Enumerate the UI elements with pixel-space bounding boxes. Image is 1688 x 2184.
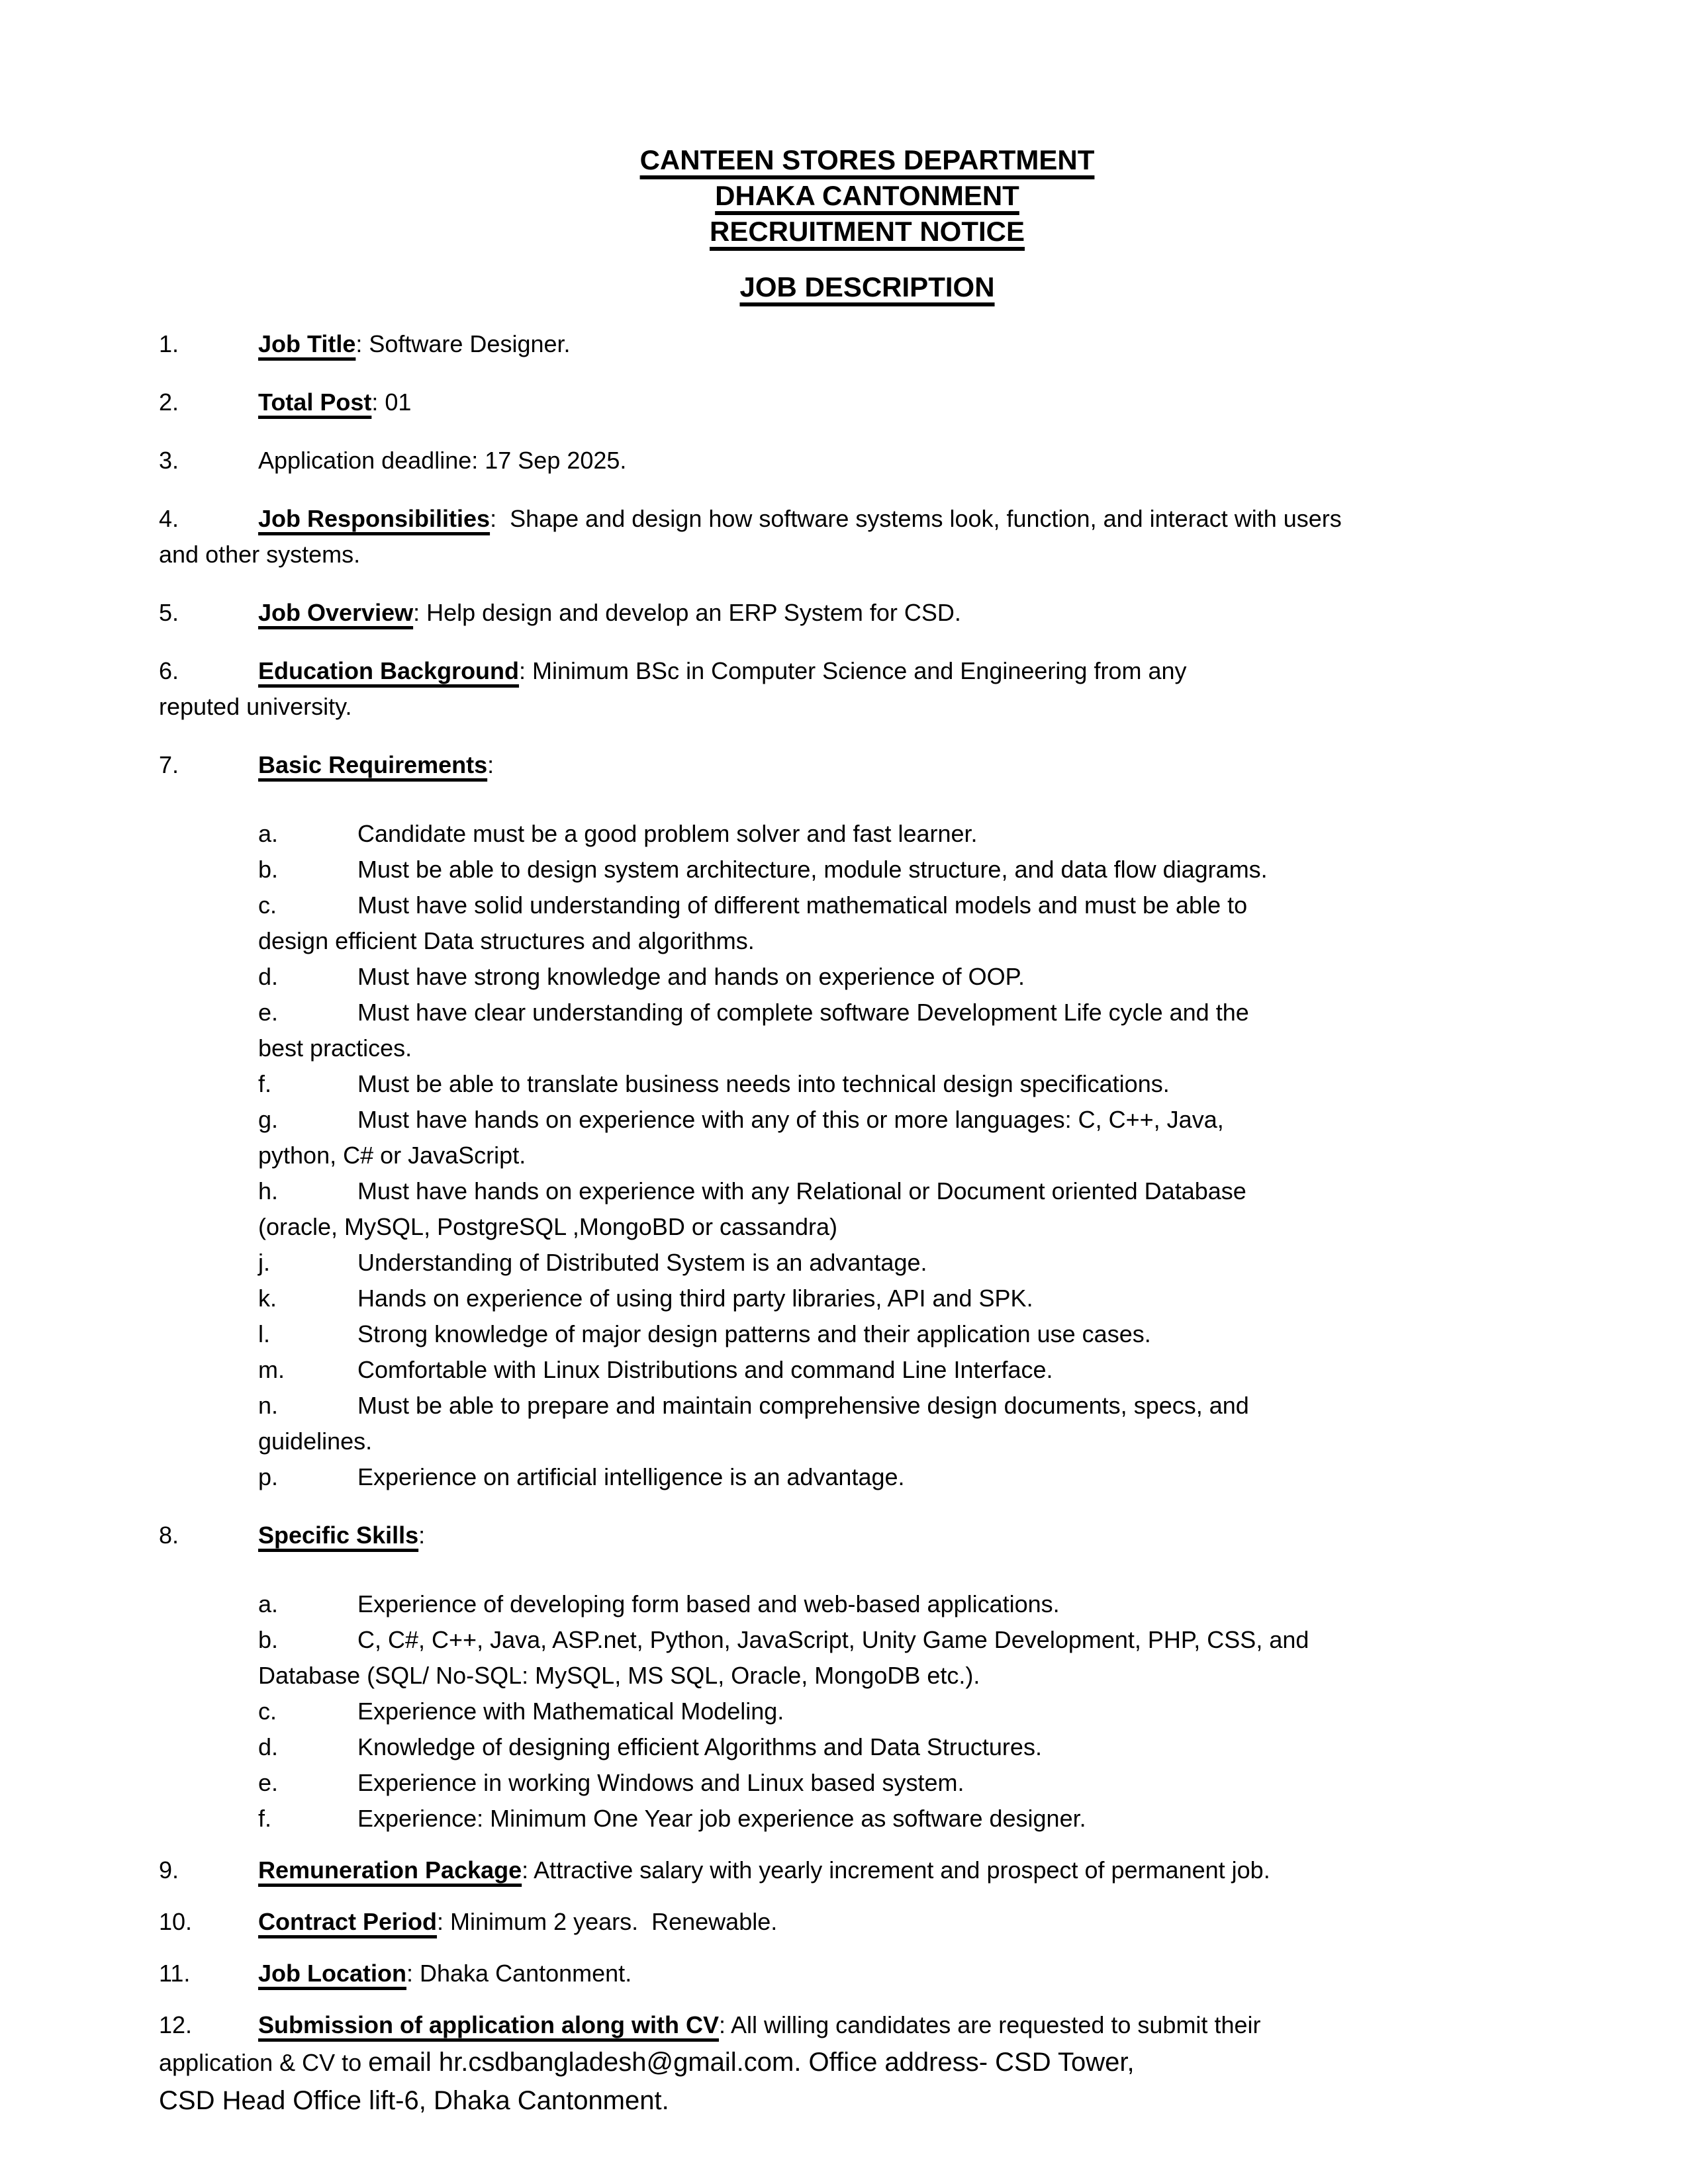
item-11-rest: : Dhaka Cantonment. bbox=[406, 1960, 632, 1987]
doc-title-line-1 bbox=[159, 142, 1575, 178]
item-7-sub-f-text: Must be able to translate business needs into technical design specifications. bbox=[357, 1070, 1170, 1097]
item-8-sub-f-letter: f. bbox=[258, 1805, 272, 1832]
item-7-label: Basic Requirements bbox=[258, 751, 488, 778]
item-7-sub-g-text: Must have hands on experience with any of this or more languages: C, C++, Java, bbox=[357, 1106, 1224, 1133]
item-4-label: Job Responsibilities bbox=[258, 505, 491, 532]
item-8-sub-c-letter: c. bbox=[258, 1698, 277, 1725]
item-8-sub-a-letter: a. bbox=[258, 1590, 279, 1617]
item-7-sub-g-letter: g. bbox=[258, 1106, 279, 1133]
doc-title-line-2-text: DHAKA CANTONMENT bbox=[715, 180, 1019, 211]
item-7-sub-g bbox=[159, 1102, 1575, 1138]
item-12 bbox=[159, 2007, 1575, 2043]
item-8-text bbox=[258, 1518, 1575, 1553]
item-12-label: Submission of application along with CV bbox=[258, 2011, 720, 2038]
item-6 bbox=[159, 653, 1575, 689]
doc-title-line-3-text: RECRUITMENT NOTICE bbox=[710, 216, 1025, 247]
item-7-sub-n-letter: n. bbox=[258, 1392, 279, 1419]
item-7-sub-h-letter: h. bbox=[258, 1177, 279, 1205]
item-5 bbox=[159, 595, 1575, 631]
item-10-rest: : Minimum 2 years. Renewable. bbox=[437, 1908, 778, 1935]
item-7-sub-a bbox=[159, 816, 1575, 852]
doc-subtitle bbox=[159, 269, 1575, 305]
item-9-label: Remuneration Package bbox=[258, 1856, 522, 1884]
item-7-sub-k-letter: k. bbox=[258, 1285, 277, 1312]
item-7 bbox=[159, 747, 1575, 783]
item-7-sub-k bbox=[159, 1281, 1575, 1316]
item-7-sub-a-letter: a. bbox=[258, 820, 279, 847]
item-8-sub-f-text: Experience: Minimum One Year job experience as software designer. bbox=[357, 1805, 1086, 1832]
item-8-sub-f bbox=[159, 1801, 1575, 1837]
item-4-number: 4. bbox=[159, 505, 179, 532]
item-10-label: Contract Period bbox=[258, 1908, 438, 1935]
item-11-text bbox=[258, 1956, 1575, 1991]
item-5-number: 5. bbox=[159, 599, 179, 626]
item-6-rest: : Minimum BSc in Computer Science and Engineering from any bbox=[519, 657, 1187, 684]
item-7-sub-e-wrap: best practices. bbox=[258, 1034, 412, 1062]
item-1-text bbox=[258, 326, 1575, 362]
item-7-sub-l bbox=[159, 1316, 1575, 1352]
item-6-label: Education Background bbox=[258, 657, 520, 684]
item-9 bbox=[159, 1852, 1575, 1888]
item-9-number: 9. bbox=[159, 1856, 179, 1884]
item-7-sub-j-letter: j. bbox=[258, 1249, 270, 1276]
item-7-sub-e-text: Must have clear understanding of complete software Development Life cycle and the bbox=[357, 999, 1249, 1026]
item-6-number: 6. bbox=[159, 657, 179, 684]
item-7-sub-p-letter: p. bbox=[258, 1463, 279, 1490]
item-1-rest: : Software Designer. bbox=[355, 330, 571, 357]
item-12-continuation-2: CSD Head Office lift-6, Dhaka Cantonment. bbox=[159, 2086, 669, 2115]
item-4-text bbox=[258, 501, 1575, 537]
item-7-sub-c-text: Must have solid understanding of different mathematical models and must be able to bbox=[357, 891, 1248, 919]
item-8-rest: : bbox=[418, 1522, 426, 1549]
item-11-label: Job Location bbox=[258, 1960, 406, 1987]
item-7-sub-m-text: Comfortable with Linux Distributions and command Line Interface. bbox=[357, 1356, 1053, 1383]
doc-subtitle-text: JOB DESCRIPTION bbox=[739, 271, 995, 302]
item-7-sub-b-text: Must be able to design system architecture, module structure, and data flow diagrams. bbox=[357, 856, 1268, 883]
item-8-sub-b bbox=[159, 1622, 1575, 1658]
item-7-sub-h-wrap: (oracle, MySQL, PostgreSQL ,MongoBD or cassandra) bbox=[258, 1213, 838, 1240]
item-7-sub-n-wrap: guidelines. bbox=[258, 1428, 373, 1455]
item-10-text bbox=[258, 1904, 1575, 1940]
item-10-number: 10. bbox=[159, 1908, 193, 1935]
item-7-sub-f bbox=[159, 1066, 1575, 1102]
item-8-sub-e-letter: e. bbox=[258, 1769, 279, 1796]
item-8-sub-b-letter: b. bbox=[258, 1626, 279, 1653]
item-8-sub-b-text: C, C#, C++, Java, ASP.net, Python, JavaScript, Unity Game Development, PHP, CSS, and bbox=[357, 1626, 1309, 1653]
item-7-sub-e-letter: e. bbox=[258, 999, 279, 1026]
item-8-sub-b-wrap: Database (SQL/ No-SQL: MySQL, MS SQL, Oracle, MongoDB etc.). bbox=[258, 1662, 980, 1689]
item-7-sub-d-letter: d. bbox=[258, 963, 279, 990]
item-2-label: Total Post bbox=[258, 388, 372, 416]
doc-title-line-1-text: CANTEEN STORES DEPARTMENT bbox=[639, 144, 1095, 175]
item-5-rest: : Help design and develop an ERP System for CSD. bbox=[413, 599, 961, 626]
item-7-sub-p bbox=[159, 1459, 1575, 1495]
item-7-sub-m bbox=[159, 1352, 1575, 1388]
item-2 bbox=[159, 385, 1575, 420]
item-7-sub-j bbox=[159, 1245, 1575, 1281]
item-8-sub-c bbox=[159, 1694, 1575, 1729]
item-8-sub-e-text: Experience in working Windows and Linux based system. bbox=[357, 1769, 964, 1796]
item-12-cont-prefix: application & CV to bbox=[159, 2049, 369, 2076]
item-7-sub-f-letter: f. bbox=[258, 1070, 272, 1097]
item-3-text bbox=[258, 443, 1575, 478]
item-7-sub-c-letter: c. bbox=[258, 891, 277, 919]
item-12-cont-email-address: email hr.csdbangladesh@gmail.com. Office address- CSD Tower, bbox=[368, 2048, 1135, 2077]
item-7-sub-b bbox=[159, 852, 1575, 887]
item-4 bbox=[159, 501, 1575, 537]
item-7-sub-d bbox=[159, 959, 1575, 995]
item-1-number: 1. bbox=[159, 330, 179, 357]
doc-title-line-2 bbox=[159, 178, 1575, 214]
item-7-text bbox=[258, 747, 1575, 783]
item-7-sub-n-text: Must be able to prepare and maintain comprehensive design documents, specs, and bbox=[357, 1392, 1249, 1419]
item-11 bbox=[159, 1956, 1575, 1991]
item-7-sub-l-text: Strong knowledge of major design patterns and their application use cases. bbox=[357, 1320, 1151, 1347]
item-5-text bbox=[258, 595, 1575, 631]
item-7-sub-c bbox=[159, 887, 1575, 923]
item-3-number: 3. bbox=[159, 447, 179, 474]
item-7-sub-h-text: Must have hands on experience with any Relational or Document oriented Database bbox=[357, 1177, 1246, 1205]
item-1 bbox=[159, 326, 1575, 362]
item-11-number: 11. bbox=[159, 1960, 191, 1987]
item-7-sub-m-letter: m. bbox=[258, 1356, 285, 1383]
item-2-text bbox=[258, 385, 1575, 420]
item-7-rest: : bbox=[487, 751, 494, 778]
item-7-sub-j-text: Understanding of Distributed System is an advantage. bbox=[357, 1249, 927, 1276]
item-3 bbox=[159, 443, 1575, 478]
item-9-text bbox=[258, 1852, 1575, 1888]
item-12-number: 12. bbox=[159, 2011, 193, 2038]
item-7-sub-h bbox=[159, 1173, 1575, 1209]
item-6-continuation: reputed university. bbox=[159, 693, 352, 720]
item-7-number: 7. bbox=[159, 751, 179, 778]
item-12-text bbox=[258, 2007, 1575, 2043]
doc-title-line-3 bbox=[159, 214, 1575, 250]
item-7-sub-e bbox=[159, 995, 1575, 1030]
item-8-sub-d-text: Knowledge of designing efficient Algorithms and Data Structures. bbox=[357, 1733, 1042, 1760]
specific-skills-list bbox=[159, 1586, 1575, 1837]
item-8-sub-d bbox=[159, 1729, 1575, 1765]
basic-requirements-list bbox=[159, 816, 1575, 1495]
item-3-rest: Application deadline: 17 Sep 2025. bbox=[258, 447, 627, 474]
item-2-number: 2. bbox=[159, 388, 179, 416]
item-7-sub-n bbox=[159, 1388, 1575, 1424]
item-4-rest: : Shape and design how software systems look, function, and interact with users bbox=[490, 505, 1342, 532]
item-7-sub-b-letter: b. bbox=[258, 856, 279, 883]
item-12-continuation-1 bbox=[159, 2043, 1575, 2081]
item-7-sub-l-letter: l. bbox=[258, 1320, 270, 1347]
item-7-sub-d-text: Must have strong knowledge and hands on experience of OOP. bbox=[357, 963, 1025, 990]
item-7-sub-g-wrap: python, C# or JavaScript. bbox=[258, 1142, 526, 1169]
item-6-text bbox=[258, 653, 1575, 689]
item-7-sub-p-text: Experience on artificial intelligence is an advantage. bbox=[357, 1463, 905, 1490]
item-5-label: Job Overview bbox=[258, 599, 414, 626]
item-9-rest: : Attractive salary with yearly increment and prospect of permanent job. bbox=[522, 1856, 1270, 1884]
item-8-sub-c-text: Experience with Mathematical Modeling. bbox=[357, 1698, 784, 1725]
item-8-sub-d-letter: d. bbox=[258, 1733, 279, 1760]
item-7-sub-k-text: Hands on experience of using third party libraries, API and SPK. bbox=[357, 1285, 1033, 1312]
item-12-rest: : All willing candidates are requested to submit their bbox=[719, 2011, 1261, 2038]
item-8-sub-e bbox=[159, 1765, 1575, 1801]
item-2-rest: : 01 bbox=[371, 388, 412, 416]
item-8-number: 8. bbox=[159, 1522, 179, 1549]
item-7-sub-c-wrap: design efficient Data structures and algorithms. bbox=[258, 927, 755, 954]
item-8-label: Specific Skills bbox=[258, 1522, 419, 1549]
item-4-continuation: and other systems. bbox=[159, 541, 361, 568]
item-8 bbox=[159, 1518, 1575, 1553]
item-7-sub-a-text: Candidate must be a good problem solver and fast learner. bbox=[357, 820, 978, 847]
item-8-sub-a-text: Experience of developing form based and web-based applications. bbox=[357, 1590, 1060, 1617]
item-8-sub-a bbox=[159, 1586, 1575, 1622]
item-10 bbox=[159, 1904, 1575, 1940]
item-1-label: Job Title bbox=[258, 330, 356, 357]
